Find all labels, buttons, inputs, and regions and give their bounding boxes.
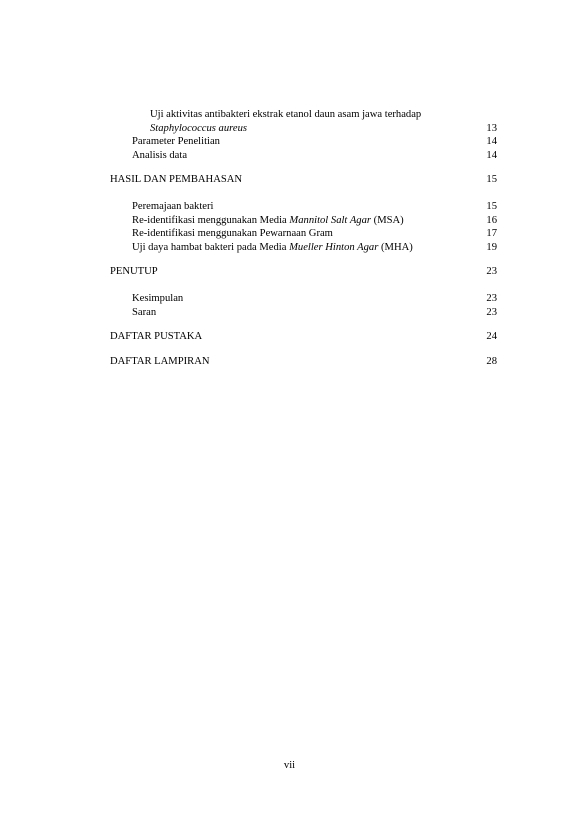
toc-page-number: 19 bbox=[486, 241, 497, 253]
toc-page-number: 16 bbox=[486, 214, 497, 226]
toc-entry-saran[interactable] bbox=[110, 306, 497, 320]
toc-entry-title bbox=[132, 214, 473, 228]
toc-entry-parameter-penelitian[interactable] bbox=[110, 135, 497, 149]
toc-chapter-title: HASIL DAN PEMBAHASAN bbox=[110, 174, 243, 186]
toc-page-number: 23 bbox=[486, 292, 497, 304]
toc-page-number: 17 bbox=[486, 228, 497, 240]
toc-entry-title bbox=[132, 241, 473, 255]
toc-page-number: 28 bbox=[486, 355, 497, 367]
toc-entry-kesimpulan[interactable] bbox=[110, 292, 497, 306]
toc-entry-title-line-1: Uji aktivitas antibakteri ekstrak etanol daun asam jawa terhadap bbox=[150, 109, 422, 120]
table-of-contents bbox=[110, 108, 497, 368]
toc-entry-peremajaan-bakteri[interactable] bbox=[110, 200, 497, 214]
toc-page-number: 24 bbox=[486, 331, 497, 343]
toc-chapter-daftar-lampiran[interactable] bbox=[110, 355, 497, 369]
toc-page-number: 23 bbox=[486, 306, 497, 318]
toc-entry-title: Parameter Penelitian bbox=[132, 136, 220, 148]
toc-entry-reidentifikasi-msa[interactable] bbox=[110, 214, 497, 228]
toc-entry-title: Saran bbox=[132, 306, 157, 318]
toc-entry-title: Kesimpulan bbox=[132, 292, 184, 304]
toc-page-number: 13 bbox=[486, 122, 497, 134]
toc-page-number: 23 bbox=[486, 266, 497, 278]
toc-page-number: 15 bbox=[486, 200, 497, 212]
toc-entry-analisis-data[interactable] bbox=[110, 149, 497, 163]
toc-entry-title-suffix: (MHA) bbox=[378, 241, 413, 253]
toc-entry-title: Peremajaan bakteri bbox=[132, 200, 214, 212]
toc-page-number: 15 bbox=[486, 174, 497, 186]
toc-chapter-title: PENUTUP bbox=[110, 266, 158, 278]
toc-entry-uji-aktivitas[interactable] bbox=[110, 108, 497, 135]
toc-entry-title: Analisis data bbox=[132, 149, 188, 161]
toc-chapter-title: DAFTAR LAMPIRAN bbox=[110, 355, 210, 367]
toc-entry-reidentifikasi-gram[interactable] bbox=[110, 227, 497, 241]
toc-entry-title-text: Re-identifikasi menggunakan Media bbox=[132, 214, 290, 226]
toc-entry-title-italic: Mueller Hinton Agar bbox=[289, 241, 379, 253]
toc-entry-title-text: Uji daya hambat bakteri pada Media bbox=[132, 241, 290, 253]
toc-entry-title-line-2: Staphylococcus aureus bbox=[150, 122, 247, 134]
toc-entry-title-italic: Mannitol Salt Agar bbox=[289, 214, 372, 226]
toc-entry-uji-daya-hambat[interactable] bbox=[110, 241, 497, 255]
toc-entry-title: Re-identifikasi menggunakan Pewarnaan Gram bbox=[132, 228, 333, 240]
toc-page-number: 14 bbox=[486, 136, 497, 148]
toc-chapter-hasil-dan-pembahasan[interactable] bbox=[110, 173, 497, 187]
toc-chapter-daftar-pustaka[interactable] bbox=[110, 330, 497, 344]
page-footer-number: vii bbox=[283, 760, 296, 771]
toc-entry-title bbox=[150, 108, 473, 135]
toc-entry-title-suffix: (MSA) bbox=[371, 214, 404, 226]
toc-chapter-title: DAFTAR PUSTAKA bbox=[110, 331, 203, 343]
toc-page-number: 14 bbox=[486, 149, 497, 161]
toc-chapter-penutup[interactable] bbox=[110, 265, 497, 279]
